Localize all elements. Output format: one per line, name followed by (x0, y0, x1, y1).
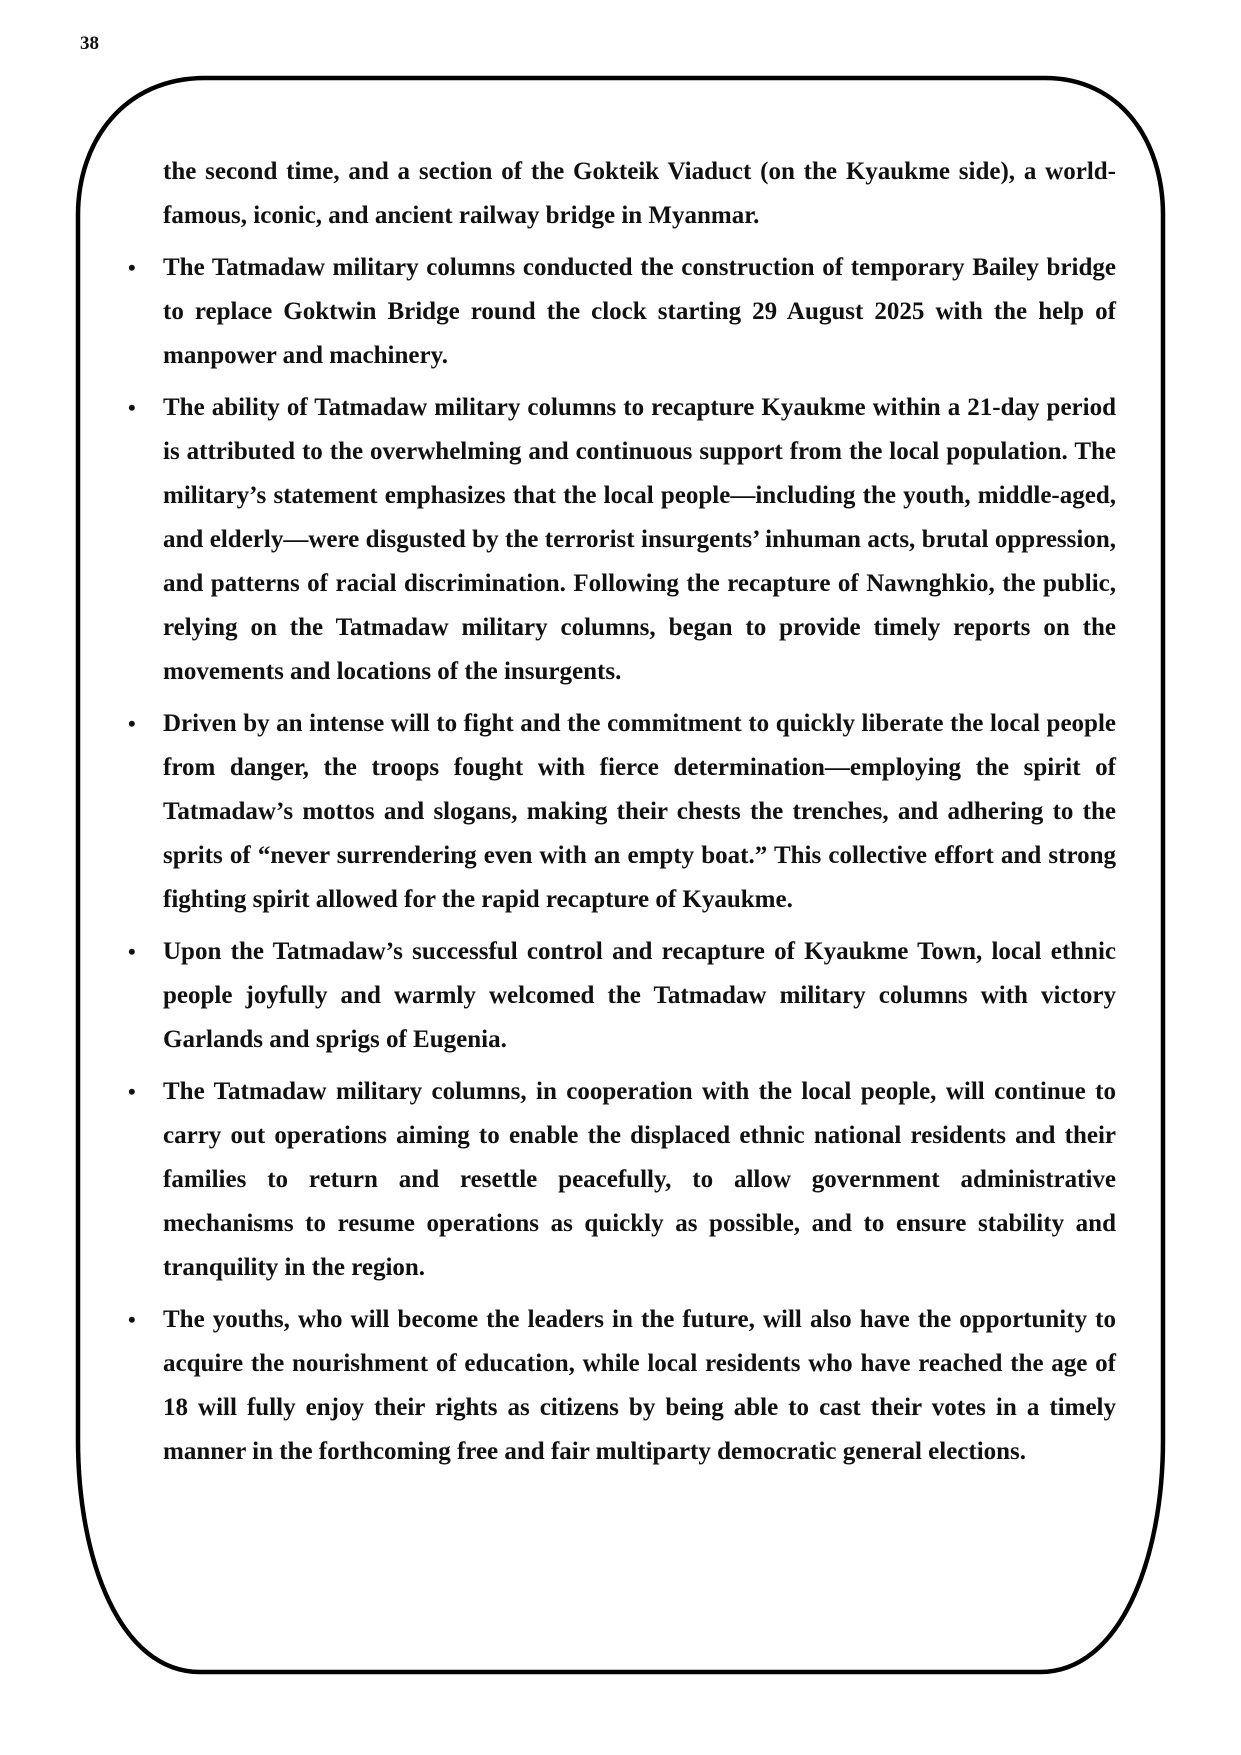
list-item (128, 1298, 1116, 1474)
list-item (128, 386, 1116, 694)
continued-paragraph: the second time, and a section of the Gokteik Viaduct (on the Kyaukme side), a world-famous, iconic, and ancient railway bridge in Myanmar. (163, 158, 1116, 229)
bullet-dot-icon: • (128, 395, 136, 420)
list-item-text: The ability of Tatmadaw military columns to recapture Kyaukme within a 21-day period is attributed to the overwhelming and continuous support from the local population. The military’s statement emphasizes that the local people—including the youth, middle-aged, and elderly—were disgusted by the terrorist insurgents’ inhuman acts, brutal oppression, and patterns of racial discrimination. Following the recapture of Nawnghkio, the public, relying on the Tatmadaw military columns, began to provide timely reports on the movements and locations of the insurgents. (163, 394, 1116, 685)
bullet-dot-icon: • (128, 939, 136, 964)
list-item (128, 246, 1116, 378)
list-item-text: Driven by an intense will to fight and the commitment to quickly liberate the local people from danger, the troops fought with fierce determination—employing the spirit of Tatmadaw’s mottos and slogans, making their chests the trenches, and adhering to the sprits of “never surrendering even with an empty boat.” This collective effort and strong fighting spirit allowed for the rapid recapture of Kyaukme. (163, 710, 1116, 913)
content-area (128, 150, 1116, 1474)
list-item (128, 930, 1116, 1062)
bullet-dot-icon: • (128, 1307, 136, 1332)
list-item (128, 702, 1116, 922)
list-item-text: The Tatmadaw military columns, in cooperation with the local people, will continue to carry out operations aiming to enable the displaced ethnic national residents and their families to return and resettle peacefully, to allow government administrative mechanisms to resume operations as quickly as possible, and to ensure stability and tranquility in the region. (163, 1078, 1116, 1281)
list-item (128, 1070, 1116, 1290)
list-item-text: The Tatmadaw military columns conducted the construction of temporary Bailey bridge to replace Goktwin Bridge round the clock starting 29 August 2025 with the help of manpower and machinery. (163, 254, 1116, 369)
bullet-list (128, 246, 1116, 1474)
bullet-dot-icon: • (128, 255, 136, 280)
bullet-dot-icon: • (128, 1079, 136, 1104)
bullet-dot-icon: • (128, 711, 136, 736)
page-number: 38 (80, 33, 99, 54)
list-item-text: Upon the Tatmadaw’s successful control and recapture of Kyaukme Town, local ethnic people joyfully and warmly welcomed the Tatmadaw military columns with victory Garlands and sprigs of Eugenia. (163, 938, 1116, 1053)
list-item-text: The youths, who will become the leaders in the future, will also have the opportunity to acquire the nourishment of education, while local residents who have reached the age of 18 will fully enjoy their rights as citizens by being able to cast their votes in a timely manner in the forthcoming free and fair multiparty democratic general elections. (163, 1306, 1116, 1465)
